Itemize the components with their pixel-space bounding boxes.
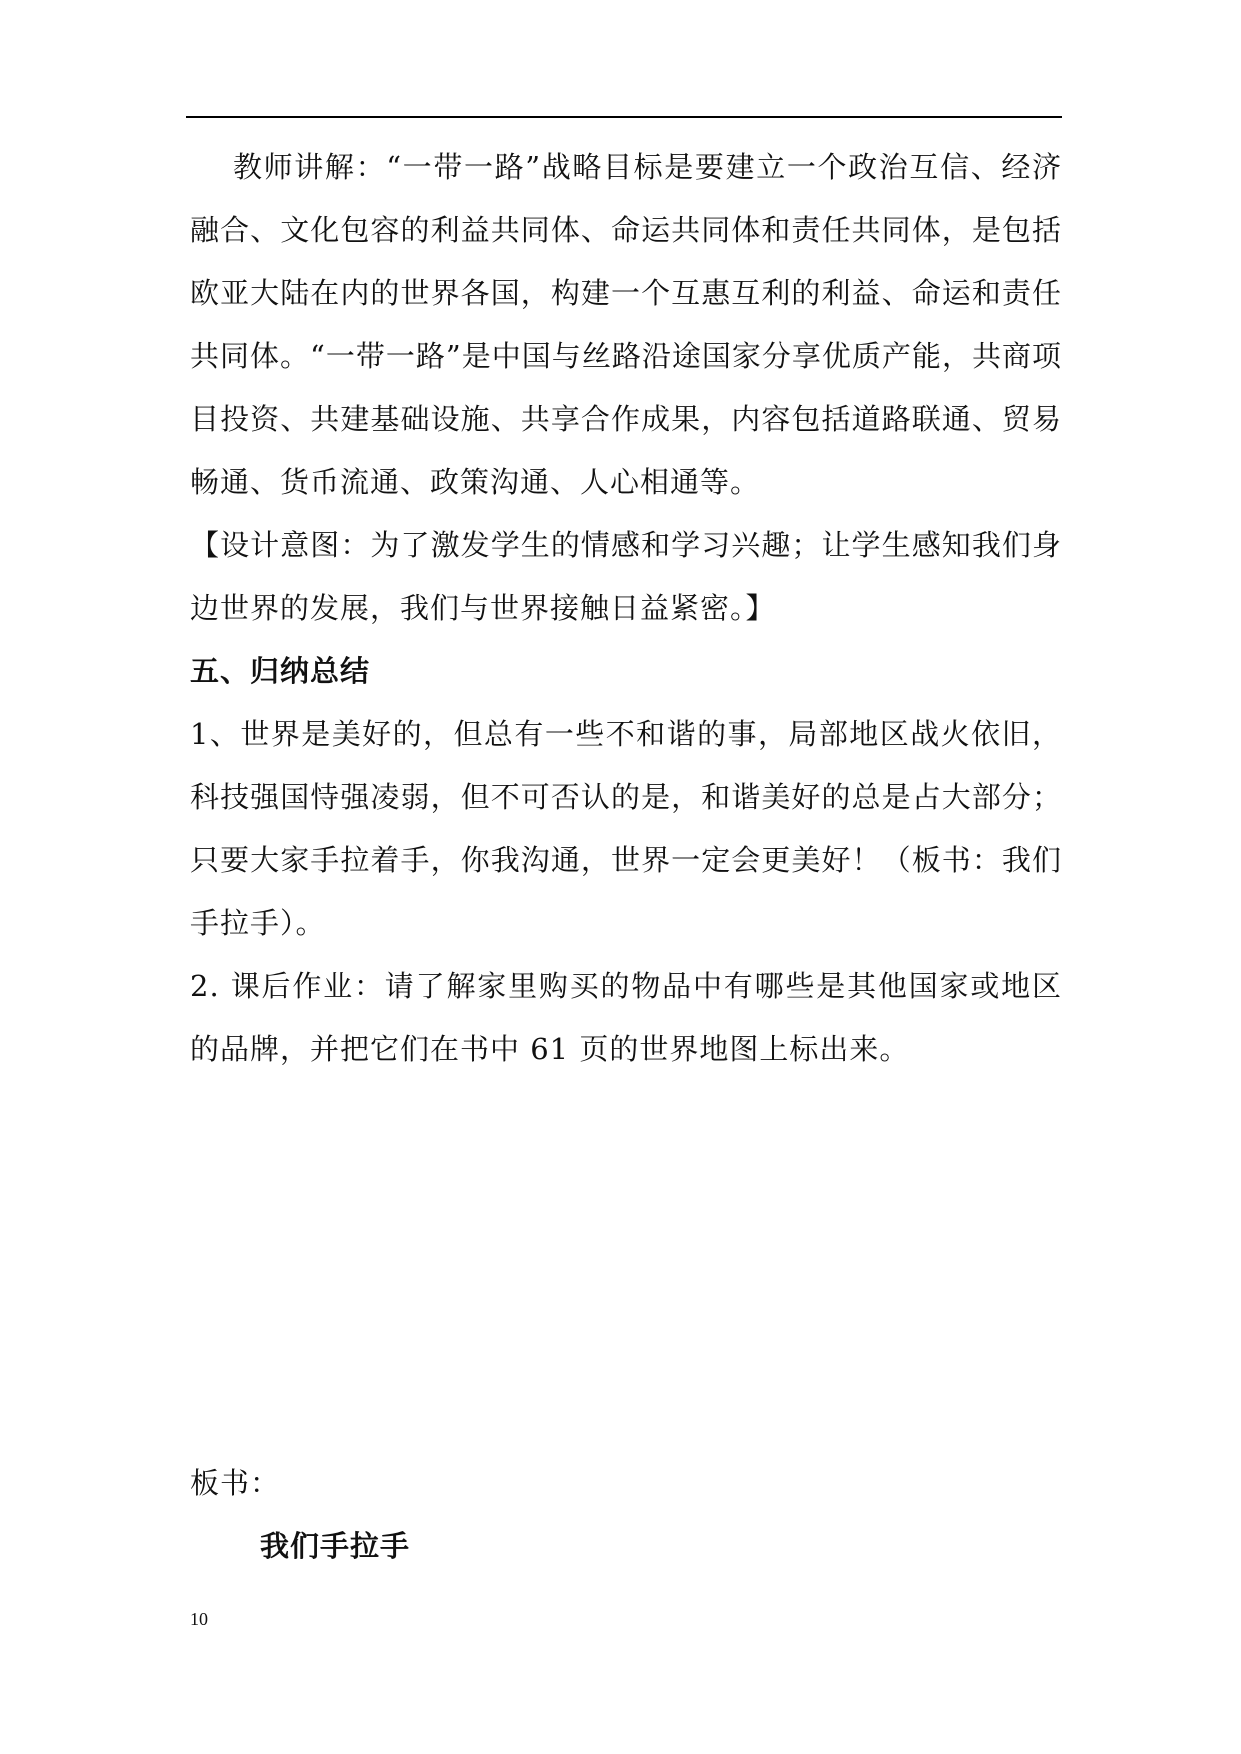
summary-item-1: 1、世界是美好的，但总有一些不和谐的事，局部地区战火依旧，科技强国恃强凌弱，但不可否认的是，和谐美好的总是占大部分；只要大家手拉着手，你我沟通，世界一定会更美好！（板书：我们手拉手）。: [190, 717, 1062, 940]
summary-item-2: 2. 课后作业：请了解家里购买的物品中有哪些是其他国家或地区的品牌，并把它们在书中 61 页的世界地图上标出来。: [190, 969, 1062, 1066]
board-title: 我们手拉手: [260, 1529, 411, 1563]
design-intent-paragraph: 【设计意图：为了激发学生的情感和学习兴趣；让学生感知我们身边世界的发展，我们与世界接触日益紧密。】: [190, 528, 1062, 625]
teacher-explanation-paragraph: 教师讲解：“一带一路”战略目标是要建立一个政治互信、经济融合、文化包容的利益共同体、命运共同体和责任共同体，是包括欧亚大陆在内的世界各国，构建一个互惠互利的利益、命运和责任共同体。“一带一路”是中国与丝路沿途国家分享优质产能，共商项目投资、共建基础设施、共享合作成果，内容包括道路联通、贸易畅通、货币流通、政策沟通、人心相通等。: [190, 150, 1062, 499]
header-rule: [186, 116, 1062, 118]
section-heading: 五、归纳总结: [190, 654, 371, 688]
page-number: 10: [190, 1609, 208, 1629]
board-label: 板书：: [190, 1466, 281, 1500]
body-text: [190, 136, 1062, 1081]
